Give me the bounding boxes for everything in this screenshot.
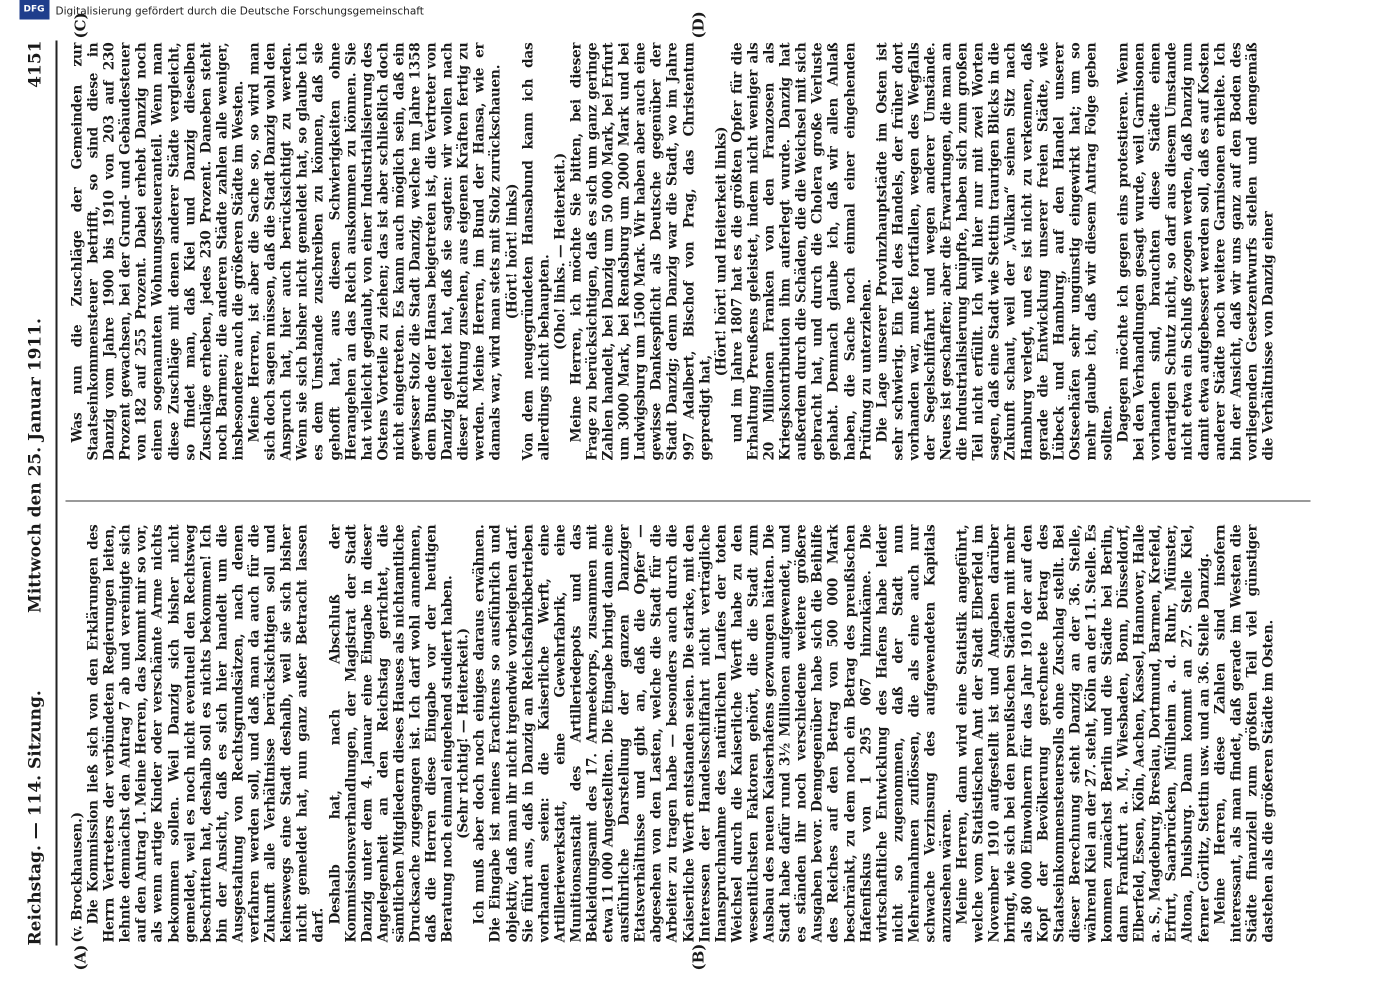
- paragraph: Was nun die Zuschläge der Gemeinden zur Staatseinkommensteuer betrifft, so sind diese in Danzig vom Jahre 1900 bis 1910 von 203 auf 230 Prozent gewachsen, bei der Grund- und Gebäudesteuer von 182 auf 255 Prozent. Dabei erhebt Danzig noch einen sogenannten Wohnungssteueranteil. Wenn man diese Zuschläge mit denen anderer Städte vergleicht, so findet man, daß Kiel und Danzig dieselben Zuschläge erheben, jedes 230 Prozent. Daneben steht noch Barmen; die anderen Städte zahlen alle weniger, insbesondere auch die größeren Städte im Westen.: [69, 42, 247, 461]
- credit-text: Digitalisierung gefördert durch die Deutsche Forschungsgemeinschaft: [55, 5, 424, 18]
- margin-marker-c: (C): [71, 12, 90, 39]
- document-page: [0, 1, 1383, 1001]
- dfg-logo: DFG: [20, 0, 50, 20]
- margin-marker-a: (A): [71, 944, 90, 971]
- header-session: Reichstag. — 114. Sitzung.: [25, 690, 46, 946]
- paragraph: (Hört! hört! und Heiterkeit links): [713, 126, 730, 377]
- paragraph: Dagegen möchte ich gegen eins protestieren. Wenn bei den Verhandlungen gesagt wurde, weil Garnisonen vorhanden sind, brauchten diese Städte einen derartigen Schutz nicht, so darf aus diesem Umstande nicht etwa ein Schluß gezogen werden, daß Danzig nun damit etwa aufgebessert werden soll, daß es auf Kosten anderer Städte noch weitere Garnisonen erhielte. Ich bin der Ansicht, daß wir uns ganz auf den Boden des vorliegenden Gesetzentwurfs stellen und demgemäß die Verhältnisse von Danzig einer: [1115, 42, 1277, 461]
- paragraph: Meine Herren, ich möchte Sie bitten, bei dieser Frage zu berücksichtigen, daß es sich um ganz geringe Zahlen handelt, bei Danzig um 50 000 Mark, bei Erfurt um 3000 Mark, bei Rendsburg um 2000 Mark und bei Ludwigsburg um 1500 Mark. Wir haben aber auch eine gewisse Dankespflicht als Deutsche gegenüber der Stadt Danzig; denn Danzig war die Stadt, wo im Jahre 997 Adalbert, Bischof von Prag, das Christentum gepredigt hat,: [568, 42, 714, 461]
- paragraph: (Sehr richtig! — Heiterkeit.): [455, 628, 472, 839]
- column-divider: [66, 501, 1311, 502]
- text-column-left: [70, 525, 1295, 943]
- header-date: Mittwoch den 25. Januar 1911.: [25, 318, 46, 613]
- page-header: [18, 41, 58, 946]
- paragraph: Meine Herren, ist aber die Sache so, so wird man sich doch sagen müssen, daß die Stadt Danzig wohl den Anspruch hat, hier auch berücksichtigt zu werden. Wenn sie sich bisher nicht gemeldet hat, so glaube ich es dem Umstande zuschreiben zu können, daß sie gehofft hat, aus diesen Schwierigkeiten ohne Herangehen an das Reich auskommen zu können. Sie hat vielleicht geglaubt, von einer Industrialisierung des Ostens Vorteile zu ziehen; das ist aber schließlich doch nicht eingetreten. Es kann auch möglich sein, daß ein gewisser Stolz die Stadt Danzig, welche im Jahre 1358 dem Bunde der Hansa beigetreten ist, die Vertreter von Danzig geleitet hat, daß sie sagten: wir wollen nach dieser Richtung zusehen, aus eigenen Kräften fertig zu werden. Meine Herren, im Bund der Hansa, wie er damals war, wird man stets mit Stolz zurückschauen.: [246, 42, 504, 461]
- page-number: 4151: [25, 40, 46, 88]
- margin-marker-b: (B): [689, 943, 708, 971]
- paragraph: Meine Herren, diese Zahlen sind insofern interessant, als man findet, daß gerade im Westen die Städte finanziell zum größten Teil viel günstiger dastehen als die größeren Städte im Osten.: [1212, 524, 1277, 943]
- paragraph: Die Kommission ließ sich von den Erklärungen des Herrn Vertreters der verbündeten Regierungen leiten, lehnte demnächst den Antrag 7 ab und vereinigte sich auf den Antrag 1. Meine Herren, das kommt mir so vor, als wenn artige Kinder oder verschämte Arme nichts bekommen sollen. Weil Danzig sich bisher nicht gemeldet, weil es noch nicht eventuell den Rechtsweg beschritten hat, deshalb soll es nichts bekommen! Ich bin der Ansicht, daß es sich hier handelt um die Ausgestaltung von Rechtsgrundsätzen, nach denen verfahren werden soll, und daß man da auch für die Zukunft alle Verhältnisse berücksichtigen soll und keineswegs eine Stadt deshalb, weil sie sich bisher nicht gemeldet hat, nun ganz außer Betracht lassen darf.: [85, 524, 327, 943]
- paragraph: (Hört! hört! links): [504, 183, 521, 320]
- paragraph: Ich muß aber doch noch einiges daraus erwähnen. Die Eingabe ist meines Erachtens so ausführlich und objektiv, daß man ihr nicht irgendwie vorbeigehen darf. Sie führt aus, daß in Danzig an Reichsfabrikbetrieben vorhanden seien: die Kaiserliche Werft, eine Artilleriewerkstatt, eine Gewehrfabrik, eine Munitionsanstalt des Artilleriedepots und das Bekleidungsamt des 17. Armeekorps, zusammen mit etwa 11 000 Angestellten. Die Eingabe bringt dann eine ausführliche Darstellung der ganzen Danziger Etatsverhältnisse und gibt an, daß die Opfer — abgesehen von den Lasten, welche die Stadt für die Arbeiter zu tragen habe — besonders auch durch die Kaiserliche Werft entstanden seien. Die starke, mit den Interessen der Handelsschiffahrt nicht verträgliche Inanspruchnahme des natürlichen Laufes der toten Weichsel durch die Kaiserliche Werft habe zu den wesentlichsten Faktoren gehört, die die Stadt zum Ausbau des neuen Kaiserhafens gezwungen hätten. Die Stadt habe dafür rund 3½ Millionen aufgewendet, und es ständen ihr noch verschiedene weitere größere Ausgaben bevor. Demgegenüber habe sich die Beihilfe des Reiches auf den Betrag von 500 000 Mark beschränkt, zu dem noch ein Betrag des preußischen Hafenfiskus von 1 295 067 hinzukäme. Die wirtschaftliche Entwicklung des Hafens habe leider nicht so zugenommen, daß der Stadt nun Mehreinnahmen zuflössen, die als eine auch nur schwache Verzinsung des aufgewendeten Kapitals anzusehen wären.: [471, 524, 955, 943]
- paragraph: und im Jahre 1807 hat es die größten Opfer für die Erhaltung Preußens geleistet, indem nicht weniger als 20 Millionen Franken von den Franzosen als Kriegskontribution ihm auferlegt wurde. Danzig hat außerdem durch die Schäden, die die Weichsel mit sich gebracht hat, und durch die Cholera große Verluste gehabt. Demnach glaube ich, daß wir allen Anlaß haben, die Sache noch einmal einer eingehenden Prüfung zu unterziehen.: [729, 42, 875, 461]
- text-column-right: [70, 43, 1295, 461]
- header-rule: [56, 41, 58, 946]
- paragraph: Von dem neugegründeten Hansabund kann ich das allerdings nicht behaupten.: [520, 42, 553, 461]
- margin-marker-d: (D): [689, 11, 708, 39]
- paragraph: (Oho! links. — Heiterkeit.): [552, 152, 569, 351]
- paragraph: Meine Herren, dann wird eine Statistik angeführt, welche vom Statistischen Amt der Stadt Elberfeld im November 1910 aufgestellt ist und Angaben darüber bringt, wie sich bei den preußischen Städten mit mehr als 80 000 Einwohnern für das Jahr 1910 der auf den Kopf der Bevölkerung gerechnete Betrag des Staatseinkommensteuersolls ohne Zuschlag stellt. Bei dieser Berechnung steht Danzig an der 36. Stelle, während Kiel an der 27. steht, Köln an der 11. Stelle. Es kommen zunächst Berlin und die Städte bei Berlin, dann Frankfurt a. M., Wiesbaden, Bonn, Düsseldorf, Elberfeld, Essen, Köln, Aachen, Kassel, Hannover, Halle a. S., Magdeburg, Breslau, Dortmund, Barmen, Krefeld, Erfurt, Saarbrücken, Mülheim a. d. Ruhr, Münster, Altona, Duisburg. Dann kommt an 27. Stelle Kiel, ferner Görlitz, Stettin usw. und an 36. Stelle Danzig.: [954, 524, 1213, 943]
- paragraph: Deshalb hat, nach Abschluß der Kommissionsverhandlungen, der Magistrat der Stadt Danzig unter dem 4. Januar eine Eingabe in dieser Angelegenheit an den Reichstag gerichtet, die sämtlichen Mitgliedern dieses Hauses als nichtamtliche Drucksache zugegangen ist. Ich darf wohl annehmen, daß die Herren diese Eingabe vor der heutigen Beratung noch einmal eingehend studiert haben.: [327, 524, 456, 943]
- digitization-credit: [20, 2, 1360, 16]
- paragraph: (v. Brockhausen.): [69, 812, 86, 943]
- paragraph: Die Lage unserer Provinzhauptstädte im Osten ist sehr schwierig. Ein Teil des Handels, der früher dort vorhanden war, mußte fortfallen, wegen des Wegfalls der Segelschiffahrt und wegen anderer Umstände. Neues ist geschaffen; aber die Erwartungen, die man an die Industrialisierung knüpfte, haben sich zum großen Teil nicht erfüllt. Ich will hier nur mit zwei Worten sagen, daß eine Stadt wie Stettin traurigen Blicks in die Zukunft schaut, weil der „Vulkan“ seinen Sitz nach Hamburg verlegt, und es ist nicht zu verkennen, daß gerade die Entwicklung unserer freien Städte, wie Lübeck und Hamburg, auf den Handel unserer Ostseehäfen sehr ungünstig eingewirkt hat; um so mehr glaube ich, daß wir diesem Antrag Folge geben sollten.: [874, 42, 1116, 461]
